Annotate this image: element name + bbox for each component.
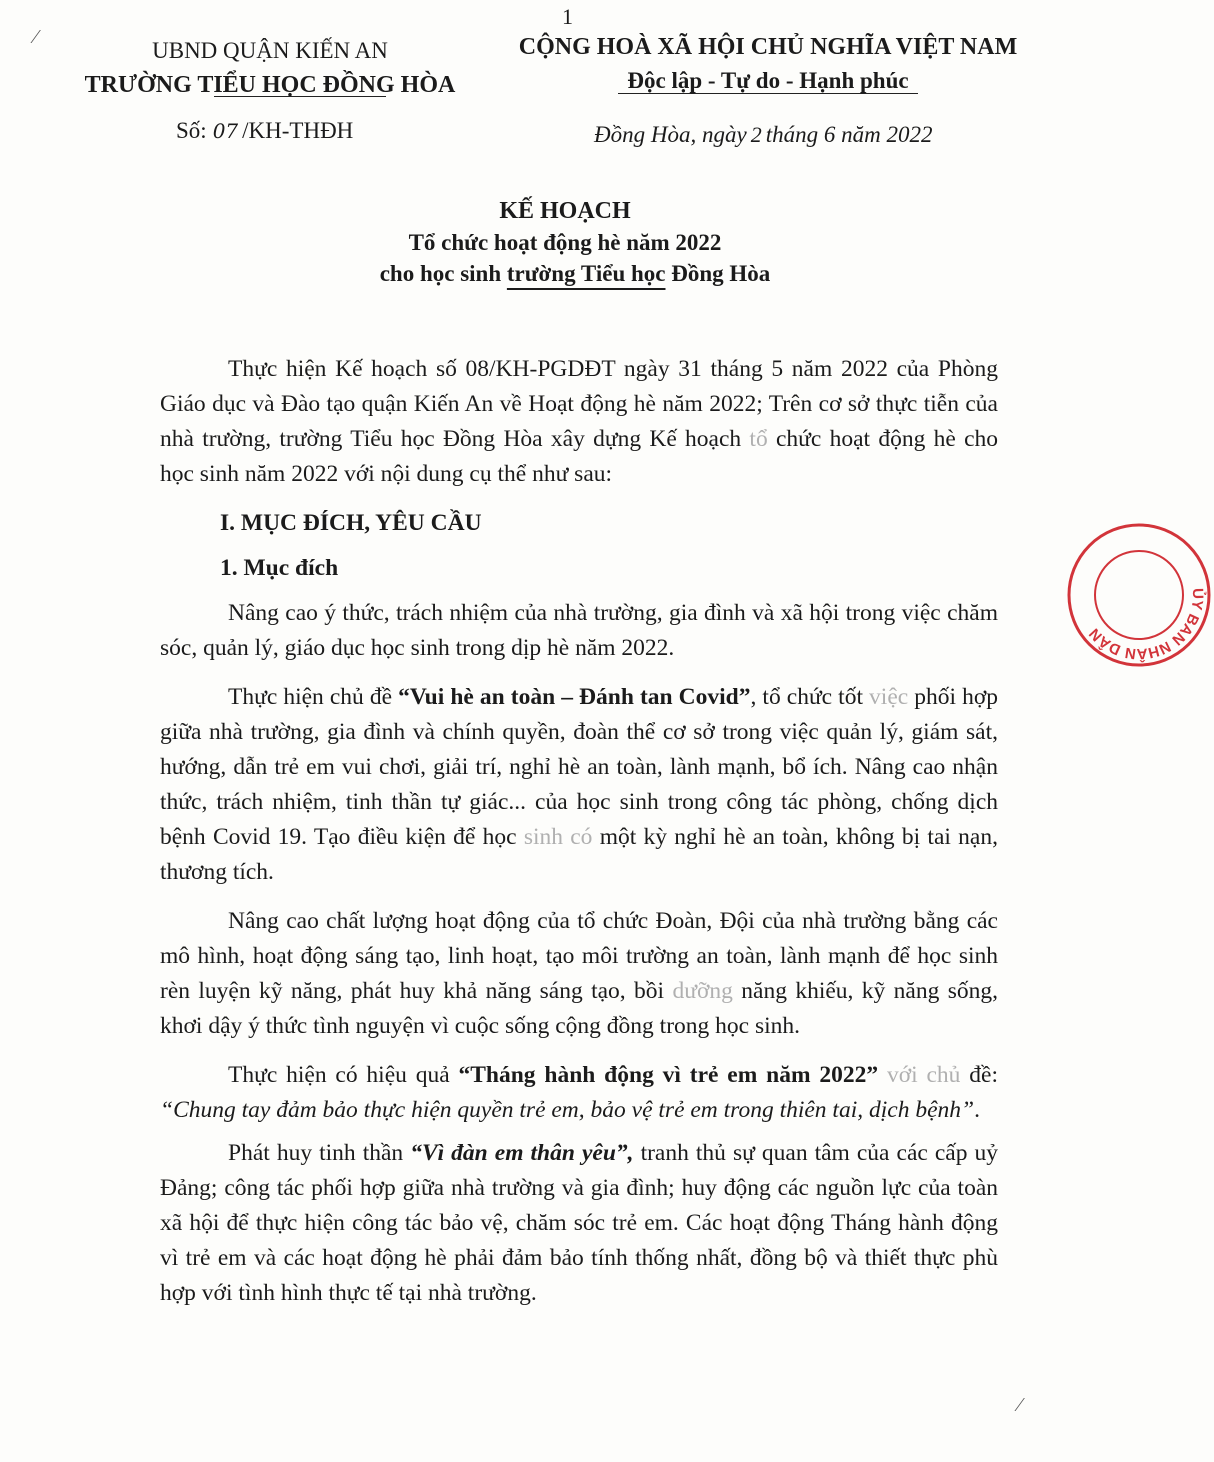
- p4-text-c: .: [974, 1097, 980, 1123]
- intro-text-a: Thực hiện Kế hoạch số 08/KH-PGDĐT ngày 31 tháng 5 năm 2022 của Phòng Giáo dục và Đào tạo quận Kiến An về Hoạt động hè năm 2022; Trên cơ sở thực tiễn của nhà trường, trường Tiểu học Đồng Hòa xây dựng Kế hoạch: [160, 356, 998, 452]
- p5-bold-italic: “Vì đàn em thân yêu”,: [410, 1140, 634, 1166]
- p4-text-b: đề:: [960, 1062, 998, 1088]
- p4-text-a: Thực hiện có hiệu quả: [228, 1062, 459, 1088]
- school-name: TRƯỜNG TIỂU HỌC ĐỒNG HÒA: [84, 72, 456, 98]
- title-line-3-a: cho học sinh: [379, 261, 507, 286]
- intro-text-b: chức hoạt động hè cho học sinh năm 2022 với nội dung cụ thể như sau:: [160, 426, 998, 487]
- title-line-3: [20, 258, 1130, 289]
- header-left-underline: [214, 96, 386, 97]
- motto-underline: [618, 93, 918, 94]
- p4-bold: “Tháng hành động vì trẻ em năm 2022”: [458, 1062, 879, 1088]
- title-line-3-c: Đồng Hòa: [665, 261, 771, 286]
- scan-mark: ⁄: [34, 26, 38, 48]
- page-number: 1: [562, 4, 573, 29]
- paragraph-1: Nâng cao ý thức, trách nhiệm của nhà trường, gia đình và xã hội trong việc chăm sóc, quản lý, giáo dục học sinh trong dịp hè năm 2022.: [160, 600, 998, 661]
- intro-paragraph: [160, 352, 998, 492]
- date-handwritten-day: 2: [750, 122, 762, 147]
- p3-faded: dưỡng: [672, 978, 733, 1004]
- p5-text-a: Phát huy tinh thần: [228, 1140, 411, 1166]
- header-left: [70, 34, 470, 102]
- subsection-heading: 1. Mục đích: [220, 555, 339, 581]
- doc-number-suffix: /KH-THĐH: [242, 118, 354, 143]
- section-heading: I. MỤC ĐÍCH, YÊU CẦU: [220, 510, 482, 536]
- authority-name: UBND QUẬN KIẾN AN: [152, 38, 388, 63]
- date-suffix: tháng 6 năm 2022: [765, 122, 933, 147]
- official-seal-stamp: [1064, 520, 1214, 670]
- paragraph-2: [160, 680, 998, 890]
- p4-faded: với chủ: [878, 1062, 961, 1088]
- p2-faded-1: việc: [869, 684, 909, 710]
- doc-number-prefix: Số:: [176, 118, 207, 143]
- date-line: [594, 122, 932, 148]
- seal-text: ỦY BAN NHÂN DÂN: [1085, 587, 1207, 663]
- p5-text-b: tranh thủ sự quan tâm của các cấp uỷ Đảng; công tác phối hợp giữa nhà trường và gia đình; huy động các nguồn lực của toàn xã hội để thực hiện công tác bảo vệ, chăm sóc trẻ em. Các hoạt động Tháng hành động vì trẻ em và các hoạt động hè phải đảm bảo tính thống nhất, đồng bộ và thiết thực phù hợp với tình hình thực tế tại nhà trường.: [160, 1140, 998, 1306]
- p4-italic-quote: “Chung tay đảm bảo thực hiện quyền trẻ em, bảo vệ trẻ em trong thiên tai, dịch bệnh”: [160, 1097, 975, 1123]
- p3-text-a: Nâng cao chất lượng hoạt động của tổ chức Đoàn, Đội của nhà trường bằng các mô hình, hoạt động sáng tạo, linh hoạt, tạo môi trường an toàn, lành mạnh để học sinh rèn luyện kỹ năng, phát huy khả năng sáng tạo, bồi: [160, 908, 998, 1004]
- document-body: [160, 352, 998, 1325]
- date-prefix: Đồng Hòa, ngày: [594, 122, 747, 147]
- p2-text-c: phối hợp giữa nhà trường, gia đình và chính quyền, đoàn thể cơ sở trong việc quản lý, giám sát, hướng, dẫn trẻ em vui chơi, giải trí, nghỉ hè an toàn, lành mạnh, bổ ích. Nâng cao nhận thức, trách nhiệm, tinh thần tự giác... của học sinh trong công tác phòng, chống dịch bệnh Covid 19. Tạo điều kiện để học: [160, 684, 999, 850]
- p3-text-b: năng khiếu, kỹ năng sống, khơi dậy ý thức tình nguyện vì cuộc sống cộng đồng trong học sinh.: [160, 978, 999, 1039]
- p2-faded-2: sinh có: [523, 824, 593, 850]
- national-motto: Độc lập - Tự do - Hạnh phúc: [627, 68, 909, 93]
- seal-outer-ring: [1069, 525, 1209, 665]
- header-right: [488, 30, 1048, 98]
- seal-inner-ring: [1095, 551, 1183, 639]
- intro-text-faded: tổ: [749, 426, 768, 452]
- title-line-3-underlined: trường Tiểu học: [506, 261, 666, 286]
- national-title: CỘNG HOÀ XÃ HỘI CHỦ NGHĨA VIỆT NAM: [518, 34, 1018, 60]
- document-title: [0, 196, 1130, 289]
- paragraph-4: [160, 1058, 998, 1128]
- p2-text-a: Thực hiện chủ đề: [228, 684, 399, 710]
- scan-mark: ⁄: [1018, 1394, 1022, 1416]
- title-line-1: KẾ HOẠCH: [499, 198, 631, 224]
- paragraph-5: [160, 1136, 998, 1311]
- doc-number-handwritten: 07: [212, 119, 239, 143]
- p2-theme-bold: “Vui hè an toàn – Đánh tan Covid”: [398, 684, 751, 710]
- title-line-2: Tổ chức hoạt động hè năm 2022: [408, 230, 722, 255]
- p2-text-b: , tổ chức tốt: [750, 684, 870, 710]
- p2-text-d: một kỳ nghỉ hè an toàn, không bị tai nạn, thương tích.: [160, 824, 998, 885]
- paragraph-3: [160, 904, 998, 1044]
- document-number: [176, 118, 353, 144]
